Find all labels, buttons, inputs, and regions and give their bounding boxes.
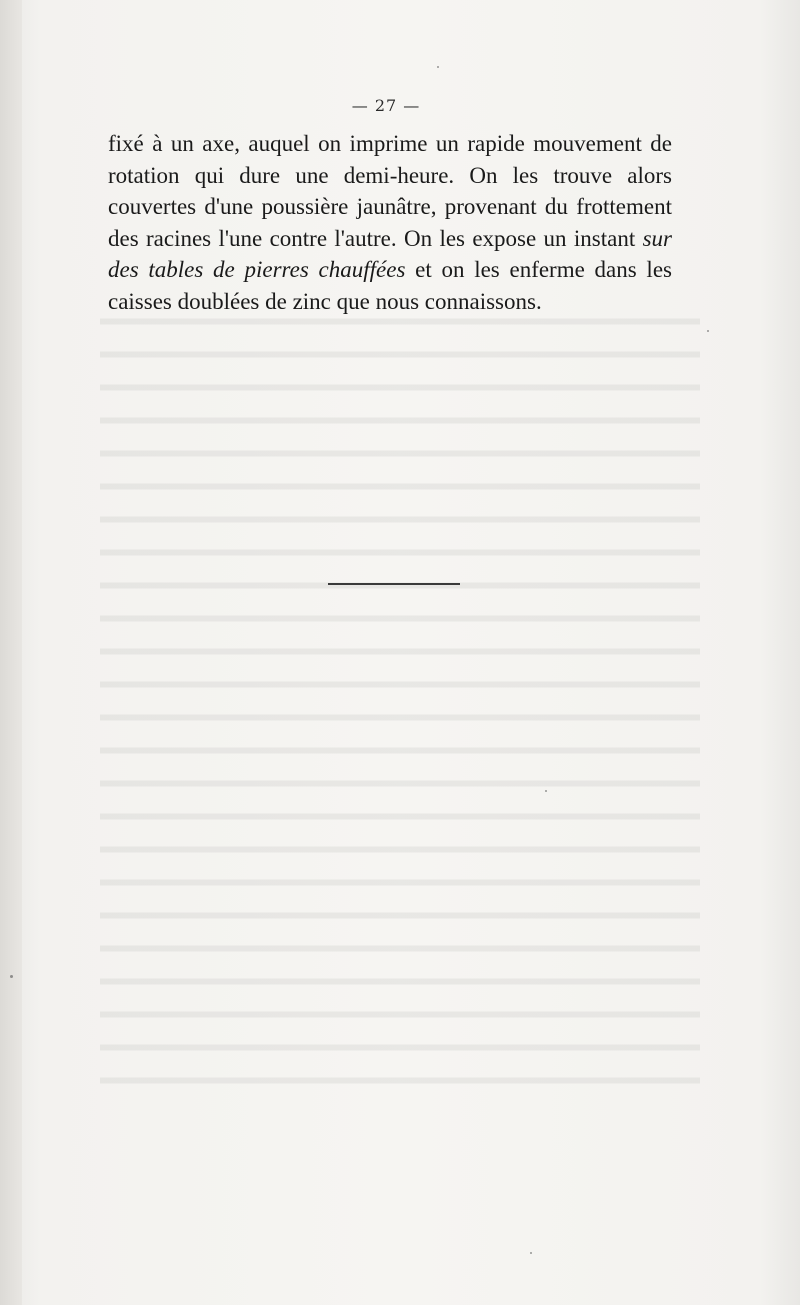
page-number: — 27 — — [351, 96, 421, 115]
ink-speck — [10, 975, 13, 978]
paragraph-text-end: et on les enferme dans les caisses doublées de zinc que nous connaissons. — [108, 257, 672, 314]
ink-speck — [530, 1252, 532, 1254]
page-binding-edge — [0, 0, 22, 1305]
paragraph-text-start: fixé à un axe, auquel on imprime un rapide mouvement de rotation qui dure une demi-heure. On les trouve alors couvertes d'une poussière jaunâtre, provenant du frottement des racines l'une contre l'autre. On les expose un instant — [108, 131, 672, 251]
ink-speck — [545, 790, 547, 792]
ink-speck — [437, 66, 439, 68]
section-separator-rule — [328, 583, 460, 585]
paragraph-italic-phrase: sur des tables de pierres chauffées — [108, 225, 672, 282]
show-through-text — [100, 300, 700, 1100]
ink-speck — [707, 330, 709, 332]
body-paragraph — [108, 128, 672, 317]
